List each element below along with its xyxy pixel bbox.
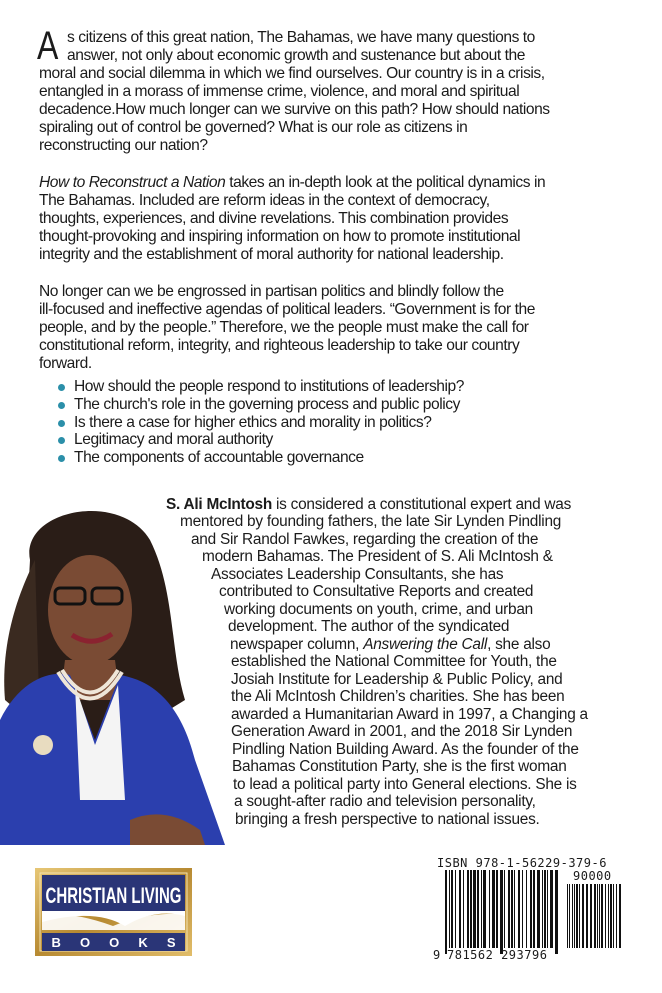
- barcode-bar: [567, 884, 568, 948]
- barcode-bar: [489, 870, 490, 948]
- para2-line: The Bahamas. Included are reform ideas in the context of democracy,: [39, 192, 490, 209]
- barcode-bar: [599, 884, 600, 948]
- barcode-bar: [508, 870, 510, 948]
- para3-line: ill-focused and ineffective agendas of political leaders. “Government is for the: [39, 301, 535, 318]
- barcode-bar: [576, 884, 578, 948]
- bullet-dot-icon: [58, 455, 65, 462]
- para3-line: constitutional reform, integrity, and righteous leadership to take our country: [39, 337, 520, 354]
- barcode-bar: [597, 884, 598, 948]
- bio-text: , she also: [487, 636, 551, 653]
- barcode-bar: [616, 884, 617, 948]
- bullet-dot-icon: [58, 384, 65, 391]
- barcode-bar: [459, 870, 461, 948]
- bullet-dot-icon: [58, 437, 65, 444]
- barcode-bar: [550, 870, 553, 948]
- barcode-bar: [547, 870, 548, 948]
- barcode-bars: [437, 870, 627, 954]
- bio-line: modern Bahamas. The President of S. Ali McIntosh &: [202, 548, 553, 565]
- barcode-bar: [579, 884, 580, 948]
- barcode-bar: [526, 870, 527, 948]
- barcode-bar: [594, 884, 596, 948]
- bio-line: bringing a fresh perspective to national issues.: [235, 811, 540, 828]
- barcode-bar: [445, 870, 447, 954]
- bullet-item: The components of accountable governance: [74, 449, 364, 466]
- intro-line: spiraling out of control be governed? What is our role as citizens in: [39, 119, 468, 136]
- bio-line: Associates Leadership Consultants, she has: [211, 566, 504, 583]
- para2-text: takes an in-depth look at the political dynamics in: [225, 174, 546, 191]
- bio-line: established the National Committee for Youth, the: [231, 653, 557, 670]
- para2-line: thoughts, experiences, and divine revelations. This combination provides: [39, 210, 509, 227]
- barcode-bar: [477, 870, 479, 948]
- publisher-logo: [35, 868, 192, 956]
- barcode-bar: [619, 884, 621, 948]
- barcode-bar: [572, 884, 573, 948]
- barcode-bar: [613, 884, 614, 948]
- bullet-item: The church's role in the governing process and public policy: [74, 396, 460, 413]
- barcode-bar: [483, 870, 486, 948]
- barcode-bar: [492, 870, 495, 948]
- bio-line: to lead a political party into General elections. She is: [233, 776, 577, 793]
- price-code: 90000: [573, 869, 612, 883]
- barcode-bar: [451, 870, 453, 948]
- bio-line: working documents on youth, crime, and urban: [224, 601, 533, 618]
- bio-line: mentored by founding fathers, the late Sir Lynden Pindling: [180, 513, 562, 530]
- bullet-item: Is there a case for higher ethics and morality in politics?: [74, 414, 432, 431]
- author-photo: [0, 500, 225, 845]
- bio-line: [166, 496, 571, 514]
- intro-line: moral and social dilemma in which we find ourselves. Our country is in a crisis,: [39, 65, 545, 82]
- intro-line: decadence.How much longer can we survive on this path? How should nations: [39, 101, 550, 118]
- barcode-bar: [610, 884, 612, 948]
- barcode-lead-digit: 9: [433, 948, 441, 962]
- bullet-dot-icon: [58, 402, 65, 409]
- bio-line: Josiah Institute for Leadership & Public Policy, and: [231, 671, 563, 688]
- barcode-bar: [504, 870, 505, 948]
- para3-line: people, and by the people.” Therefore, we the people must make the call for: [39, 319, 529, 336]
- barcode-bar: [522, 870, 523, 948]
- barcode-bar: [511, 870, 513, 948]
- bio-line: a sought-after radio and television personality,: [234, 793, 536, 810]
- barcode-bar: [601, 884, 603, 948]
- barcode-digits: 781562 293796: [447, 948, 548, 962]
- bio-line: the Ali McIntosh Children’s charities. She has been: [231, 688, 565, 705]
- barcode-bar: [542, 870, 543, 948]
- barcode-bar: [533, 870, 535, 948]
- author-name: S. Ali McIntosh: [166, 496, 272, 513]
- barcode-bar: [467, 870, 469, 948]
- barcode-bar: [518, 870, 520, 948]
- barcode-bar: [500, 870, 503, 954]
- barcode-bar: [455, 870, 456, 948]
- bio-line: contributed to Consultative Reports and created: [219, 583, 534, 600]
- barcode-bar: [514, 870, 515, 948]
- bio-line: Pindling Nation Building Award. As the founder of the: [232, 741, 579, 758]
- barcode-bar: [537, 870, 540, 948]
- bio-text: is considered a constitutional expert and was: [271, 496, 572, 513]
- barcode-bar: [574, 884, 575, 948]
- bio-line: and Sir Randol Fawkes, regarding the creation of the: [191, 531, 539, 548]
- barcode-bar: [582, 884, 584, 948]
- barcode-bar: [473, 870, 476, 948]
- barcode-bar: [530, 870, 532, 948]
- isbn-barcode: [433, 856, 627, 966]
- logo-subtext: B O O K S: [51, 935, 176, 950]
- barcode-bar: [586, 884, 588, 948]
- logo-text: CHRISTIAN LIVING: [45, 883, 182, 908]
- barcode-bar: [569, 884, 570, 948]
- column-title: Answering the Call: [363, 636, 488, 653]
- para2-line: [39, 174, 545, 192]
- intro-line: reconstructing our nation?: [39, 137, 208, 154]
- barcode-bar: [544, 870, 546, 948]
- drop-cap: A: [37, 24, 59, 68]
- bio-line: [230, 636, 550, 654]
- bio-line: Generation Award in 2001, and the 2018 Sir Lynden: [231, 723, 573, 740]
- bio-line: development. The author of the syndicated: [228, 618, 510, 635]
- bio-text: newspaper column,: [230, 636, 364, 653]
- bullet-item: Legitimacy and moral authority: [74, 431, 273, 448]
- bio-line: awarded a Humanitarian Award in 1997, a Changing a: [231, 706, 588, 723]
- barcode-bar: [470, 870, 472, 948]
- barcode-bar: [608, 884, 609, 948]
- barcode-bar: [481, 870, 482, 948]
- intro-line: s citizens of this great nation, The Bahamas, we have many questions to: [67, 29, 535, 46]
- intro-line: answer, not only about economic growth and sustenance but about the: [67, 47, 525, 64]
- barcode-bar: [605, 884, 606, 948]
- barcode-bar: [555, 870, 558, 954]
- barcode-bar: [463, 870, 464, 948]
- isbn-text: ISBN 978-1-56229-379-6: [437, 856, 607, 870]
- bullet-item: How should the people respond to institutions of leadership?: [74, 378, 464, 395]
- bullet-dot-icon: [58, 420, 65, 427]
- para3-line: No longer can we be engrossed in partisan politics and blindly follow the: [39, 283, 504, 300]
- barcode-bar: [590, 884, 592, 948]
- barcode-bar: [449, 870, 450, 948]
- intro-line: entangled in a morass of immense crime, violence, and moral and spiritual: [39, 83, 520, 100]
- barcode-bar: [496, 870, 498, 948]
- bio-line: Bahamas Constitution Party, she is the first woman: [232, 758, 567, 775]
- para3-line: forward.: [39, 355, 92, 372]
- para2-line: integrity and the establishment of moral authority for national leadership.: [39, 246, 504, 263]
- para2-line: thought-provoking and inspiring information on how to promote institutional: [39, 228, 521, 245]
- book-title: How to Reconstruct a Nation: [39, 174, 226, 191]
